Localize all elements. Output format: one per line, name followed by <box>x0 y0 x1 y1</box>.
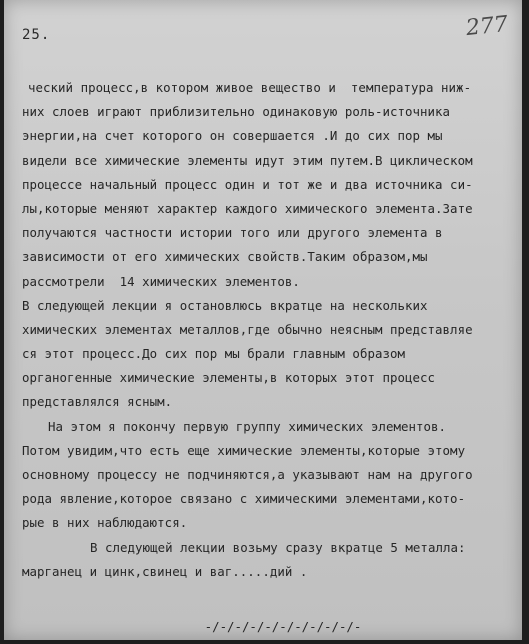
document-body <box>22 76 522 584</box>
text-line: рассмотрели 14 химических элементов. <box>22 273 300 289</box>
text-line: химических элементах металлов,где обычно неясным представляе <box>22 321 473 337</box>
text-line: видели все химические элементы идут этим путем.В циклическом <box>22 152 473 168</box>
text-line: лы,которые меняют характер каждого химического элемента.Зате <box>22 200 473 216</box>
text-line: рода явление,которое связано с химическими элементами,кото- <box>22 491 466 507</box>
page-number: 25. <box>22 27 51 43</box>
text-line: получаются частности истории того или другого элемента в <box>22 225 443 241</box>
document-page <box>4 0 522 640</box>
text-line: них слоев играют приблизительно одинаковую роль-источника <box>22 104 451 120</box>
text-line: Потом увидим,что есть еще химические элементы,которые этому <box>22 442 466 458</box>
text-line: основному процессу не подчиняются,а указывают нам на другого <box>22 467 473 482</box>
text-line: В следующей лекции возьму сразу вкратце 5 металла: <box>90 539 466 555</box>
text-line: ся этот процесс.До сих пор мы брали главным образом <box>22 346 405 362</box>
text-line: зависимости от его химических свойств.Таким образом,мы <box>22 249 428 265</box>
section-separator: -/-/-/-/-/-/-/-/-/-/- <box>204 619 362 634</box>
text-line: рые в них наблюдаются. <box>22 515 188 531</box>
archive-number: 277 <box>464 11 510 42</box>
text-line: В следующей лекции я остановлюсь вкратце на нескольких <box>22 297 428 313</box>
text-line: представлялся ясным. <box>22 394 173 410</box>
text-line: энергии,на счет которого он совершается .И до сих пор мы <box>22 128 443 144</box>
text-line: процессе начальный процесс один и тот же и два источника си- <box>22 176 473 192</box>
text-line: марганец и цинк,свинец и ваг.....дий . <box>22 563 308 579</box>
text-line: На этом я покончу первую группу химических элементов. <box>48 418 447 434</box>
text-line: ческий процесс,в котором живое вещество и температура ниж- <box>28 80 472 95</box>
text-line: органогенные химические элементы,в которых этот процесс <box>22 370 436 386</box>
